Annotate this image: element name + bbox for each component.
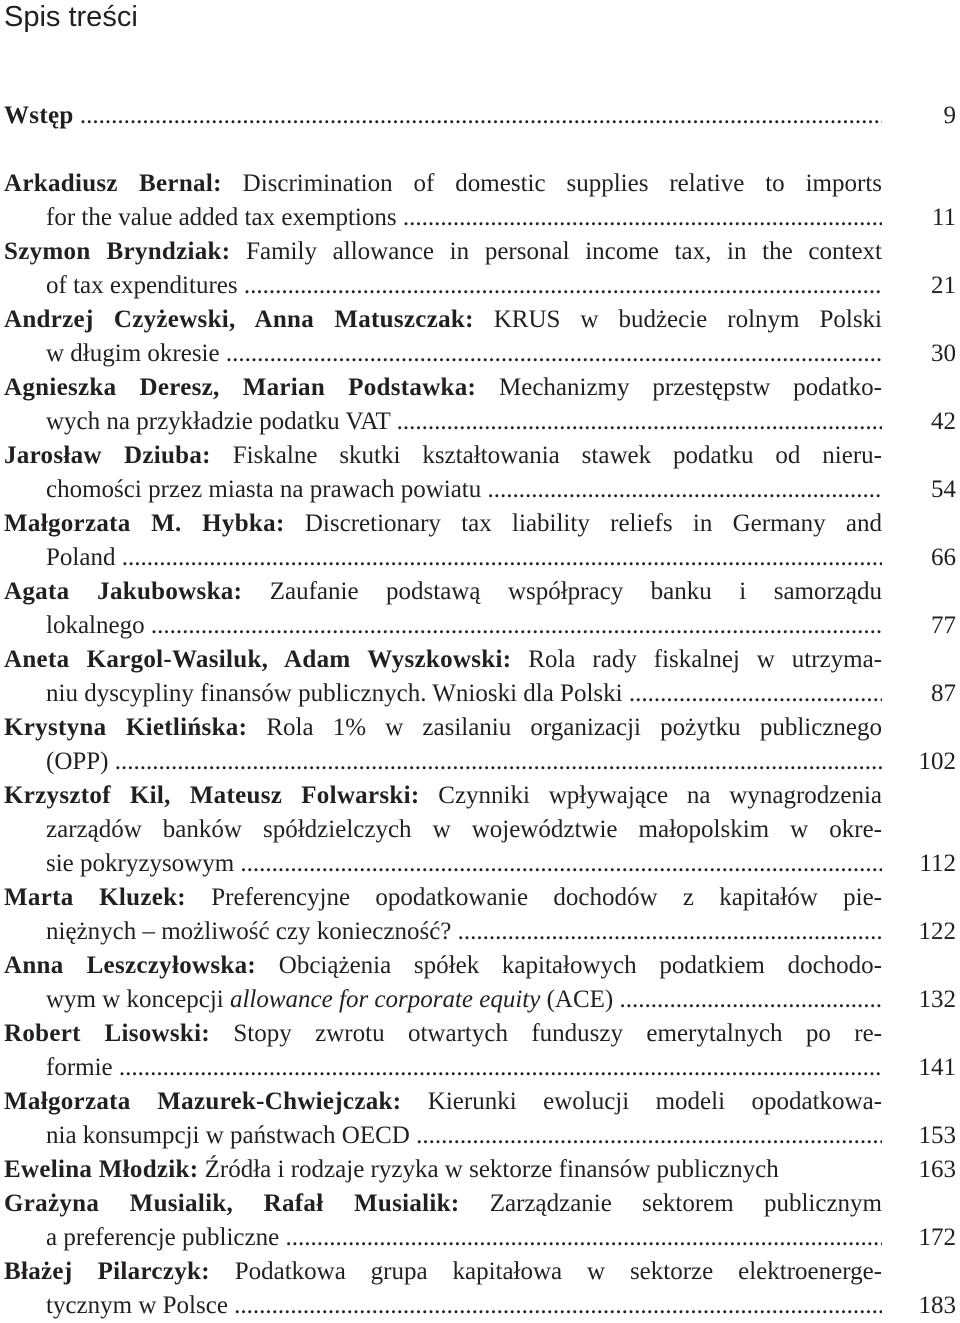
toc-entry[interactable]: [4, 371, 956, 439]
toc-entry-line: [4, 881, 882, 915]
toc-entry-title: formie: [46, 1054, 113, 1081]
toc-entry-title: Preferencyjne opodatkowanie dochodów z kapitałów pie-: [211, 884, 882, 911]
toc-entry-line: [4, 847, 882, 881]
toc-entry-title: Zarządzanie sektorem publicznym: [489, 1190, 882, 1217]
toc-entry-line: [4, 609, 882, 643]
toc-entry-title: of tax expenditures: [46, 272, 238, 299]
toc-entry-text: [4, 575, 882, 643]
toc-entry-author: Krystyna Kietlińska:: [4, 714, 248, 741]
toc-entry-author: Aneta Kargol-Wasiluk, Adam Wyszkowski:: [4, 646, 512, 673]
toc-entry-author: Robert Lisowski:: [4, 1020, 210, 1047]
toc-entry[interactable]: [4, 167, 956, 235]
toc-entry-line: [4, 507, 882, 541]
toc-entry-text: [4, 881, 882, 949]
toc-entry-line: [4, 915, 882, 949]
toc-entry-title: chomości przez miasta na prawach powiatu: [46, 476, 482, 503]
toc-entry[interactable]: [4, 235, 956, 303]
toc-entry-line: [4, 235, 882, 269]
toc-page-number: 141: [918, 1054, 956, 1081]
toc-entry-line: [4, 983, 882, 1017]
toc-entry-title: sie pokryzysowym: [46, 850, 235, 877]
toc-entry[interactable]: [4, 949, 956, 1017]
toc-entry-title: Kierunki ewolucji modeli opodatkowa-: [427, 1088, 882, 1115]
toc-page-number: 54: [931, 476, 956, 503]
toc-entry-author: Marta Kluzek:: [4, 884, 186, 911]
toc-entry-text: [4, 371, 882, 439]
toc-entry-line: [4, 99, 882, 133]
table-of-contents: [4, 99, 956, 1323]
toc-entry-text: [4, 1017, 882, 1085]
toc-page-number: 9: [943, 102, 956, 129]
toc-entry-text: [4, 1085, 882, 1153]
toc-entry-title: Obciążenia spółek kapitałowych podatkiem dochodo-: [278, 952, 882, 979]
toc-entry-author: Krzysztof Kil, Mateusz Folwarski:: [4, 782, 420, 809]
toc-page-number: 11: [931, 204, 956, 231]
toc-entry-line: [4, 1221, 882, 1255]
toc-entry-line: [4, 269, 882, 303]
toc-entry-author: Agnieszka Deresz, Marian Podstawka:: [4, 374, 477, 401]
toc-entry-title: wym w koncepcji: [46, 986, 224, 1013]
toc-entry-title: w długim okresie: [46, 340, 220, 367]
toc-entry[interactable]: [4, 779, 956, 881]
toc-entry-title: Zaufanie podstawą współpracy banku i samorządu: [269, 578, 882, 605]
toc-entry-author: Anna Leszczyłowska:: [4, 952, 257, 979]
toc-entry-text: [4, 1187, 882, 1255]
toc-page-number: 21: [931, 272, 956, 299]
toc-entry-title: Rola rady fiskalnej w utrzyma-: [528, 646, 882, 673]
toc-entry-title: Podatkowa grupa kapitałowa w sektorze elektroenerge-: [234, 1258, 882, 1285]
toc-entry-title: Poland: [46, 544, 116, 571]
toc-entry-title: Mechanizmy przestępstw podatko-: [499, 374, 882, 401]
toc-entry-text: [4, 711, 882, 779]
toc-entry-text: [4, 439, 882, 507]
toc-entry-author: Jarosław Dziuba:: [4, 442, 211, 469]
toc-entry-title: Family allowance in personal income tax, in the context: [246, 238, 882, 265]
toc-entry-line: [4, 1017, 882, 1051]
toc-entry-text: [4, 167, 882, 235]
toc-page-number: 132: [918, 986, 956, 1013]
toc-page-number: 77: [931, 612, 956, 639]
toc-entry-text: [4, 779, 882, 881]
toc-entry-text: [4, 1153, 882, 1187]
toc-entry-line: [4, 303, 882, 337]
toc-entry-text: [4, 235, 882, 303]
toc-entry-title: for the value added tax exemptions: [46, 204, 397, 231]
toc-entry-line: [4, 779, 882, 813]
toc-entry-line: [4, 167, 882, 201]
toc-entry-title: Discrimination of domestic supplies relative to imports: [242, 170, 882, 197]
toc-page-number: 30: [931, 340, 956, 367]
toc-entry-title: lokalnego: [46, 612, 145, 639]
toc-entry-author: Agata Jakubowska:: [4, 578, 243, 605]
toc-entry-line: [4, 1255, 882, 1289]
toc-entry-title: nia konsumpcji w państwach OECD: [46, 1122, 410, 1149]
toc-entry-line: [4, 643, 882, 677]
toc-entry-text: [4, 1255, 882, 1323]
toc-entry-title: a preferencje publiczne: [46, 1224, 280, 1251]
toc-entry-intro[interactable]: [4, 99, 956, 133]
toc-entry-title: (ACE): [546, 986, 614, 1013]
toc-entry-title: wych na przykładzie podatku VAT: [46, 408, 391, 435]
toc-page-number: 153: [918, 1122, 956, 1149]
toc-entry-author: Małgorzata Mazurek-Chwiejczak:: [4, 1088, 402, 1115]
toc-entry-title: Czynniki wpływające na wynagrodzenia: [438, 782, 882, 809]
toc-entry-title: niężnych – możliwość czy konieczność?: [46, 918, 452, 945]
toc-entry[interactable]: [4, 303, 956, 371]
toc-page-number: 122: [918, 918, 956, 945]
toc-entry-title: tycznym w Polsce: [46, 1292, 228, 1319]
toc-entry[interactable]: [4, 1255, 956, 1323]
toc-page-number: 163: [918, 1156, 956, 1183]
toc-entry-text: [4, 949, 882, 1017]
toc-entry[interactable]: [4, 643, 956, 711]
toc-entry-text: [4, 643, 882, 711]
toc-entry-line: [4, 813, 882, 847]
toc-page-number: 66: [931, 544, 956, 571]
toc-entry-author: Szymon Bryndziak:: [4, 238, 231, 265]
toc-entry-text: [4, 99, 882, 133]
toc-entry-text: [4, 507, 882, 575]
toc-entry-line: [4, 575, 882, 609]
toc-entry-author: Arkadiusz Bernal:: [4, 170, 222, 197]
toc-page-number: 42: [931, 408, 956, 435]
toc-entry[interactable]: [4, 1187, 956, 1255]
toc-entry-author: Małgorzata M. Hybka:: [4, 510, 285, 537]
toc-entry[interactable]: [4, 881, 956, 949]
toc-entry-title: zarządów banków spółdzielczych w województwie małopolskim w okre-: [46, 816, 882, 843]
toc-entry-title: (OPP): [46, 748, 109, 775]
toc-entry-line: [4, 541, 882, 575]
toc-entry-line: [4, 1153, 882, 1187]
toc-entry-title: Stopy zwrotu otwartych funduszy emerytalnych po re-: [233, 1020, 882, 1047]
toc-entry-title-italic: allowance for corporate equity: [229, 986, 541, 1013]
toc-page-number: 172: [918, 1224, 956, 1251]
toc-entry-line: [4, 1051, 882, 1085]
toc-entry-author: Grażyna Musialik, Rafał Musialik:: [4, 1190, 460, 1217]
toc-entry-title: Rola 1% w zasilaniu organizacji pożytku publicznego: [266, 714, 882, 741]
toc-entry-line: [4, 745, 882, 779]
toc-entry-line: [4, 677, 882, 711]
toc-entry[interactable]: [4, 1085, 956, 1153]
toc-entry-title: Discretionary tax liability reliefs in Germany and: [304, 510, 882, 537]
toc-entry[interactable]: [4, 1153, 956, 1187]
toc-entry-line: [4, 711, 882, 745]
toc-entry-line: [4, 371, 882, 405]
toc-entry-line: [4, 201, 882, 235]
toc-entry-line: [4, 337, 882, 371]
toc-entry-line: [4, 1187, 882, 1221]
toc-page-number: 87: [931, 680, 956, 707]
toc-entry-title: niu dyscypliny finansów publicznych. Wnioski dla Polski: [46, 680, 623, 707]
toc-page-number: 183: [918, 1292, 956, 1319]
toc-entry-line: [4, 439, 882, 473]
toc-entry-author: Ewelina Młodzik:: [4, 1156, 199, 1183]
toc-entry-line: [4, 949, 882, 983]
toc-entry-line: [4, 1119, 882, 1153]
toc-page-number: 112: [919, 850, 956, 877]
toc-entry[interactable]: [4, 575, 956, 643]
toc-entry-line: [4, 473, 882, 507]
toc-entry[interactable]: [4, 1017, 956, 1085]
toc-entry-title: KRUS w budżecie rolnym Polski: [493, 306, 882, 333]
toc-entry[interactable]: [4, 711, 956, 779]
toc-page-number: 102: [918, 748, 956, 775]
page-title: Spis treści: [4, 1, 138, 33]
toc-entry-title: Wstęp: [4, 102, 74, 129]
toc-entry-title: Fiskalne skutki kształtowania stawek podatku od nieru-: [232, 442, 882, 469]
toc-entry-title: Źródła i rodzaje ryzyka w sektorze finansów publicznych: [204, 1156, 779, 1183]
toc-entry-line: [4, 405, 882, 439]
toc-entry-text: [4, 303, 882, 371]
toc-entry-line: [4, 1085, 882, 1119]
toc-entry[interactable]: [4, 439, 956, 507]
toc-entry-author: Andrzej Czyżewski, Anna Matuszczak:: [4, 306, 474, 333]
toc-entry-author: Błażej Pilarczyk:: [4, 1258, 210, 1285]
toc-entry[interactable]: [4, 507, 956, 575]
spacer: [4, 133, 956, 167]
